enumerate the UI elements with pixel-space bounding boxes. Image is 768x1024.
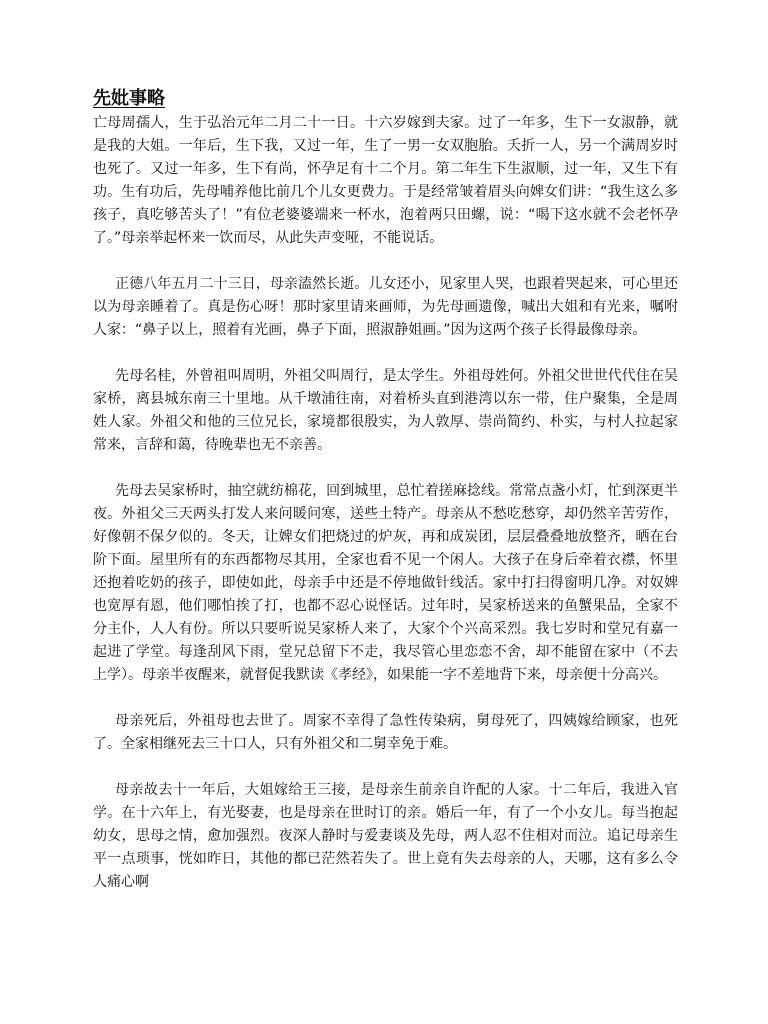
- document-page: [93, 86, 678, 917]
- paragraph-family-deaths: 母亲死后，外祖母也去世了。周家不幸得了急性传染病，舅母死了，四姨嫁给顾家，也死了。全家相继死去三十口人，只有外祖父和二舅幸免于难。: [93, 713, 678, 752]
- document-title: 先妣事略: [93, 88, 165, 109]
- paragraph-family-origin: 先母名桂，外曾祖叫周明，外祖父叫周行，是太学生。外祖母姓何。外祖父世世代代住在吴家桥，离县城东南三十里地。从千墩浦往南，对着桥头直到港湾以东一带，住户聚集，全是周姓人家。外祖父和他的三位兄长，家境都很殷实，为人敦厚、崇尚简约、朴实，与村人拉起家常来，言辞和蔼，待晚辈也无不亲善。: [93, 368, 678, 453]
- paragraph-mother-death: 正德八年五月二十三日，母亲溘然长逝。儿女还小，见家里人哭，也跟着哭起来，可心里还以为母亲睡着了。真是伤心呀！那时家里请来画师，为先母画遗像，喊出大姐和有光来，嘱咐人家：“鼻子以上，照着有光画，鼻子下面，照淑静姐画。”因为这两个孩子长得最像母亲。: [93, 276, 678, 338]
- paragraph-diligence: 先母去吴家桥时，抽空就纺棉花，回到城里，总忙着搓麻捻线。常常点盏小灯，忙到深更半夜。外祖父三天两头打发人来问暖问寒，送些土特产。母亲从不愁吃愁穿，却仍然辛苦劳作，好像朝不保夕似的。冬天，让婢女们把烧过的炉灰，再和成炭团，层层叠叠地放整齐，晒在台阶下面。屋里所有的东西都物尽其用，全家也看不见一个闲人。大孩子在身后牵着衣襟，怀里还抱着吃奶的孩子，即使如此，母亲手中还是不停地做针线活。家中打扫得窗明几净。对奴婢也宽厚有恩，他们哪怕挨了打，也都不忍心说怪话。过年时，吴家桥送来的鱼蟹果品，全家不分主仆，人人有份。所以只要听说吴家桥人来了，大家个个兴高采烈。我七岁时和堂兄有嘉一起进了学堂。每逢刮风下雨，堂兄总留下不走，我尽管心里恋恋不舍，却不能留在家中（不去上学）。母亲半夜醒来，就督促我默读《孝经》，如果能一字不差地背下来，母亲便十分高兴。: [93, 483, 678, 683]
- paragraph-remembrance: 母亲故去十一年后，大姐嫁给王三接，是母亲生前亲自许配的人家。十二年后，我进入官学。在十六年上，有光娶妻，也是母亲在世时订的亲。婚后一年，有了一个小女儿。每当抱起幼女，思母之情，愈加强烈。夜深人静时与爱妻谈及先母，两人忍不住相对而泣。追记母亲生平一点琐事，恍如昨日，其他的都已茫然若失了。世上竟有失去母亲的人，天哪，这有多么令人痛心啊: [93, 782, 678, 890]
- paragraph-birth-and-children: 亡母周孺人，生于弘治元年二月二十一日。十六岁嫁到夫家。过了一年多，生下一女淑静，就是我的大姐。一年后，生下我，又过一年，生了一男一女双胞胎。夭折一人，另一个满周岁时也死了。又过一年多，生下有尚，怀孕足有十二个月。第二年生下生淑顺，过一年，又生下有功。生有功后，先母哺养他比前几个儿女更费力。于是经常皱着眉头向婢女们讲：“我生这么多孩子，真吃够苦头了！”有位老婆婆端来一杯水，泡着两只田螺，说：“喝下这水就不会老怀孕了。”母亲举起杯来一饮而尽，从此失声变哑，不能说话。: [93, 115, 678, 246]
